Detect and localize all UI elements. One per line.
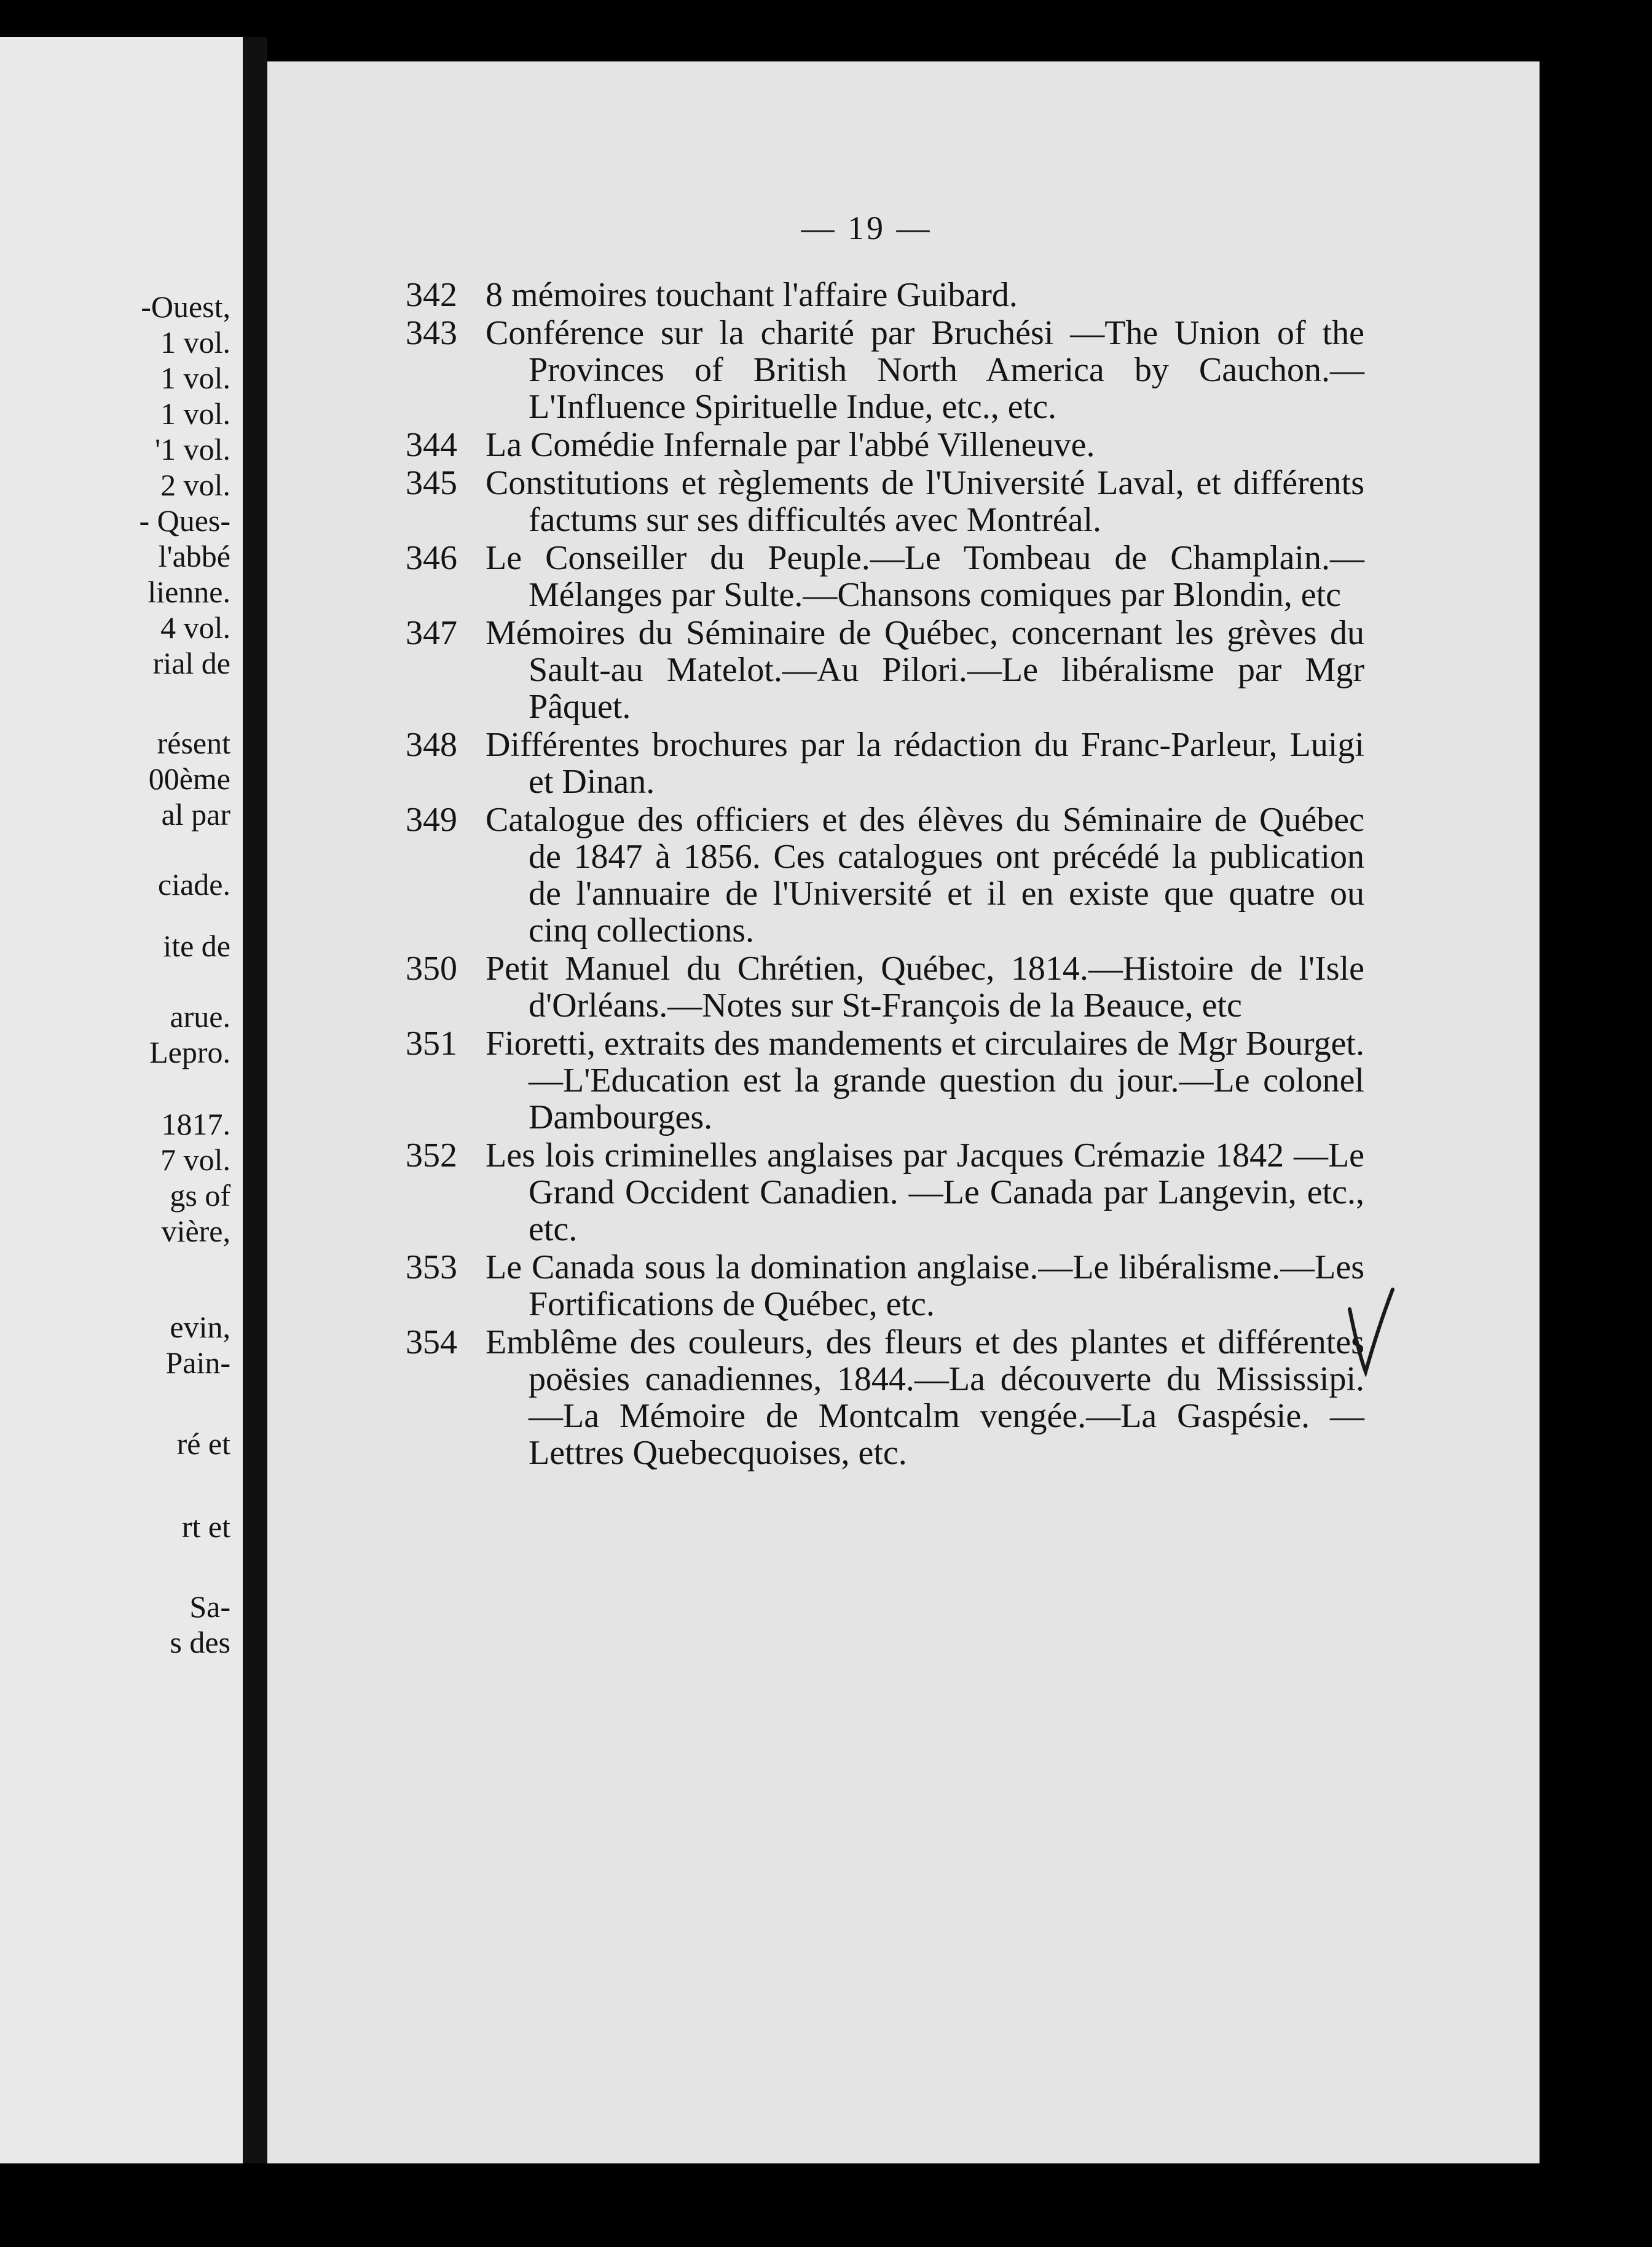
entry-text: Le Conseiller du Peuple.—Le Tombeau de Champlain.—Mélanges par Sulte.—Chansons comiques par Blondin, etc xyxy=(486,539,1364,614)
entry-text: Emblême des couleurs, des fleurs et des plantes et différentes poësies canadiennes, 1844.—La découverte du Mississipi.—La Mémoire de Montcalm vengée.—La Gaspésie. — Lettres Quebecquoises, etc. xyxy=(486,1323,1364,1472)
left-fragment: 00ème xyxy=(148,761,230,796)
catalogue-entry xyxy=(406,315,1364,425)
entry-text: La Comédie Infernale par l'abbé Villeneuve. xyxy=(486,426,1095,464)
entry-text: Petit Manuel du Chrétien, Québec, 1814.—Histoire de l'Isle d'Orléans.—Notes sur St-François de la Beauce, etc xyxy=(486,950,1364,1025)
left-fragment: evin, xyxy=(170,1310,230,1344)
left-fragment: ré et xyxy=(176,1427,230,1461)
left-fragment: l'abbé xyxy=(158,539,230,573)
entry-number: 344 xyxy=(406,426,457,464)
catalogue-entry xyxy=(406,277,1364,313)
left-fragment: -Ouest, xyxy=(141,289,230,324)
left-fragment: Pain- xyxy=(165,1345,230,1380)
entry-number: 346 xyxy=(406,539,457,577)
catalogue-entry xyxy=(406,726,1364,800)
catalogue-entry xyxy=(406,465,1364,538)
left-fragment: al par xyxy=(161,797,230,832)
left-fragment: ciade. xyxy=(158,867,230,902)
entry-number: 353 xyxy=(406,1248,457,1286)
left-fragment: '1 vol. xyxy=(155,432,230,466)
entry-text: Conférence sur la charité par Bruchési —The Union of the Provinces of British North America by Cauchon.—L'Influence Spirituelle Indue, etc., etc. xyxy=(486,314,1364,426)
entry-text: Mémoires du Séminaire de Québec, concernant les grèves du Sault-au Matelot.—Au Pilori.—Le libéralisme par Mgr Pâquet. xyxy=(486,614,1364,726)
left-fragment: 1 vol. xyxy=(160,396,230,431)
left-fragment: 4 vol. xyxy=(160,610,230,645)
catalogue-entry xyxy=(406,950,1364,1024)
entry-number: 342 xyxy=(406,276,457,314)
entry-text: Catalogue des officiers et des élèves du Séminaire de Québec de 1847 à 1856. Ces catalogues ont précédé la publication de l'annuaire de l'Université et il en existe que quatre ou cinq collections. xyxy=(486,801,1364,950)
catalogue-entry xyxy=(406,1025,1364,1136)
entry-text: Constitutions et règlements de l'Université Laval, et différents factums sur ses difficultés avec Montréal. xyxy=(486,464,1364,539)
left-fragment: 1 vol. xyxy=(160,325,230,360)
entry-number: 349 xyxy=(406,801,457,839)
left-page xyxy=(0,37,243,2163)
entry-text: Les lois criminelles anglaises par Jacques Crémazie 1842 —Le Grand Occident Canadien. —Le Canada par Langevin, etc., etc. xyxy=(486,1136,1364,1248)
left-fragment: résent xyxy=(157,726,230,760)
left-fragment: vière, xyxy=(161,1214,230,1248)
left-fragment: 1 vol. xyxy=(160,361,230,395)
entry-number: 351 xyxy=(406,1025,457,1063)
catalogue-entry xyxy=(406,427,1364,463)
left-fragment: 2 vol. xyxy=(160,468,230,502)
page-number: — 19 — xyxy=(801,210,932,246)
left-fragment: rt et xyxy=(181,1509,230,1544)
entry-number: 347 xyxy=(406,614,457,652)
entry-number: 345 xyxy=(406,464,457,502)
left-fragment: gs of xyxy=(170,1178,230,1213)
left-fragment: Lepro. xyxy=(149,1035,230,1069)
catalogue-entries xyxy=(406,277,1364,1473)
entry-number: 354 xyxy=(406,1323,457,1361)
left-fragment: lienne. xyxy=(148,575,230,609)
book-gutter xyxy=(243,37,267,2163)
entry-number: 343 xyxy=(406,314,457,352)
left-fragment: arue. xyxy=(170,999,230,1034)
entry-number: 350 xyxy=(406,950,457,988)
entry-text: 8 mémoires touchant l'affaire Guibard. xyxy=(486,276,1018,314)
catalogue-entry xyxy=(406,615,1364,725)
left-fragment: Sa- xyxy=(189,1589,230,1624)
entry-number: 352 xyxy=(406,1136,457,1175)
left-fragment: rial de xyxy=(152,646,230,680)
left-fragment: 1817. xyxy=(161,1107,230,1141)
left-fragment: 7 vol. xyxy=(160,1143,230,1177)
left-fragment: s des xyxy=(170,1625,230,1659)
catalogue-entry xyxy=(406,1137,1364,1248)
catalogue-entry xyxy=(406,801,1364,949)
left-fragment: - Ques- xyxy=(139,503,230,538)
entry-text: Le Canada sous la domination anglaise.—Le libéralisme.—Les Fortifications de Québec, etc. xyxy=(486,1248,1364,1323)
entry-text: Différentes brochures par la rédaction du Franc-Parleur, Luigi et Dinan. xyxy=(486,726,1364,801)
entry-number: 348 xyxy=(406,726,457,764)
left-fragment: ite de xyxy=(163,929,230,963)
entry-text: Fioretti, extraits des mandements et circulaires de Mgr Bourget.—L'Education est la grande question du jour.—Le colonel Dambourges. xyxy=(486,1025,1364,1136)
catalogue-entry xyxy=(406,1249,1364,1323)
catalogue-entry xyxy=(406,1324,1364,1471)
catalogue-entry xyxy=(406,540,1364,613)
checkmark-icon xyxy=(1346,1285,1395,1377)
